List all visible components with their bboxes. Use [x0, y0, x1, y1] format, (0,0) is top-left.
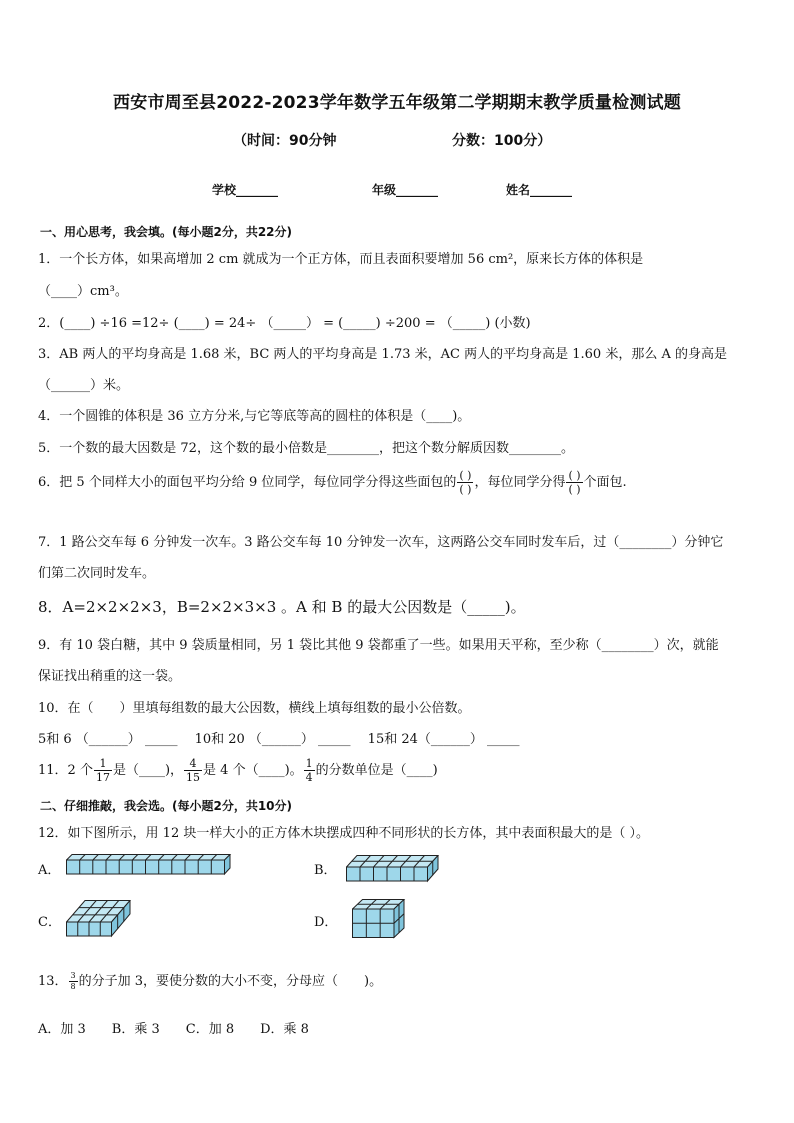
cuboid-figure-d: [352, 899, 406, 939]
fraction-4-15: $\frac{4}{15}$: [186, 757, 201, 784]
name-field[interactable]: 姓名_______: [506, 183, 573, 197]
section-2-heading: 二、仔细推敲，我会选。(每小题2分，共10分): [40, 799, 293, 813]
question-7-line-1: 7．1 路公交车每 6 分钟发一次车。3 路公交车每 10 分钟发一次车，这两路公交车同时发车后，过（________）分钟它: [38, 535, 724, 550]
time-label: （时间：90分钟: [233, 133, 337, 149]
question-3-line-1: 3．AB 两人的平均身高是 1.68 米，BC 两人的平均身高是 1.73 米，AC 两人的平均身高是 1.60 米，那么 A 的身高是: [38, 347, 727, 362]
fraction-3-8: $\frac{3}{8}$: [70, 971, 76, 991]
question-7-line-2: 们第二次同时发车。: [38, 566, 156, 581]
blank-fraction[interactable]: $\frac{( )}{( )}$: [568, 469, 581, 496]
question-6-text-a: 6．把 5 个同样大小的面包平均分给 9 位同学，每位同学分得这些面包的: [38, 475, 457, 490]
question-5: 5．一个数的最大因数是 72，这个数的最小倍数是________，把这个数分解质因数________。: [38, 441, 574, 456]
cuboid-figure-c: [66, 900, 132, 938]
question-4: 4．一个圆锥的体积是 36 立方分米,与它等底等高的圆柱的体积是（____)。: [38, 409, 471, 424]
question-1-line-1: 1．一个长方体，如果高增加 2 cm 就成为一个正方体，而且表面积要增加 56 cm²，原来长方体的体积是: [38, 252, 644, 267]
fraction-1-17: $\frac{1}{17}$: [95, 757, 110, 784]
option-d-label[interactable]: D．: [314, 915, 338, 930]
question-12: 12．如下图所示，用 12 块一样大小的正方体木块摆成四种不同形状的长方体，其中表面积最大的是（ ）。: [38, 826, 649, 841]
question-6-text-c: 个面包.: [583, 475, 627, 490]
question-13: 13． $\frac{3}{8}$ 的分子加 3，要使分数的大小不变，分母应（ )。: [38, 971, 383, 991]
fraction-1-4: $\frac{1}{4}$: [305, 757, 313, 784]
section-1-heading: 一、用心思考，我会填。(每小题2分，共22分): [40, 225, 293, 239]
question-10-line-2: 5和 6 （______） _____ 10和 20 （______） _____ 15和 24（______） _____: [38, 732, 520, 747]
question-6-text-b: ，每位同学分得: [474, 475, 566, 490]
cuboid-figure-b: [346, 855, 440, 883]
question-11: 11．2 个 $\frac{1}{17}$ 是（____)， $\frac{4}{15}$ 是 4 个（____)。 $\frac{1}{4}$ 的分数单位是（____): [38, 757, 438, 784]
question-2: 2．(____) ÷16 =12÷ (____) = 24÷ （_____） = (_____) ÷200 = （_____) (小数): [38, 316, 531, 331]
question-3-line-2: （______）米。: [38, 378, 130, 393]
question-8: 8．A=2×2×2×3，B=2×2×3×3 。A 和 B 的最大公因数是（_____)。: [38, 598, 526, 616]
question-10-line-1: 10．在（ ）里填每组数的最大公因数，横线上填每组数的最小公倍数。: [38, 701, 471, 716]
cuboid-figure-a: [66, 854, 236, 878]
score-label: 分数：100分）: [452, 133, 552, 149]
question-1-line-2: （____）cm³。: [38, 284, 128, 299]
school-field[interactable]: 学校_______: [212, 183, 279, 197]
question-9-line-2: 保证找出稍重的这一袋。: [38, 669, 182, 684]
option-b-label[interactable]: B．: [314, 863, 337, 878]
page-title: 西安市周至县2022-2023学年数学五年级第二学期期末教学质量检测试题: [113, 93, 681, 113]
grade-field[interactable]: 年级_______: [372, 183, 439, 197]
question-13-options[interactable]: A．加 3 B．乘 3 C．加 8 D．乘 8: [38, 1022, 309, 1037]
question-6: [38, 470, 627, 495]
blank-fraction[interactable]: $\frac{( )}{( )}$: [459, 469, 472, 496]
option-c-label[interactable]: C．: [38, 915, 61, 930]
option-a-label[interactable]: A．: [38, 863, 61, 878]
question-9-line-1: 9．有 10 袋白糖，其中 9 袋质量相同，另 1 袋比其他 9 袋都重了一些。如果用天平称，至少称（________）次，就能: [38, 638, 719, 653]
